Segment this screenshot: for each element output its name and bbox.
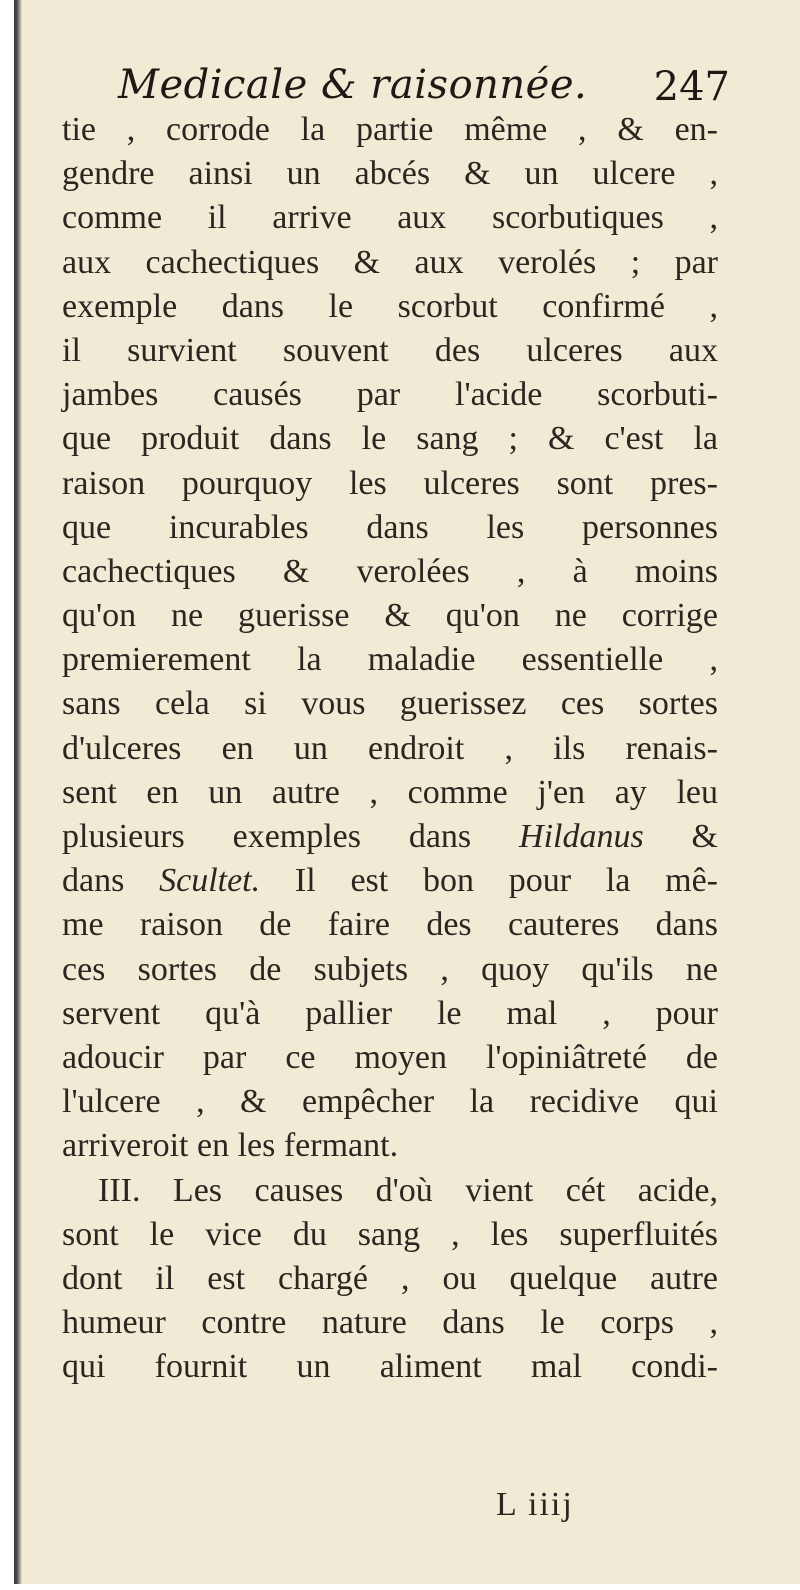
text-line: tie , corrode la partie même , & en- (62, 111, 718, 148)
text-line: il survient souvent des ulceres aux (62, 331, 718, 369)
text-line: exemple dans le scorbut confirmé , (62, 287, 718, 325)
text-line: dont il est chargé , ou quelque autre (62, 1259, 718, 1297)
text-line: aux cachectiques & aux verolés ; par (62, 243, 718, 281)
signature-mark: L iiij (496, 1486, 574, 1523)
text-line: premierement la maladie essentielle , (62, 641, 718, 679)
text-segment: plusieurs exemples dans (62, 818, 472, 855)
text-line (62, 859, 718, 903)
text-line: ces sortes de subjets , quoy qu'ils ne (62, 950, 718, 988)
text-segment: & (643, 818, 718, 855)
text-line: humeur contre nature dans le corps , (62, 1304, 718, 1342)
page-number: 247 (653, 64, 730, 110)
text-line: arriveroit en les fermant. (62, 1127, 399, 1165)
text-line: que produit dans le sang ; & c'est la (62, 420, 718, 458)
text-line: me raison de faire des cauteres dans (62, 906, 718, 944)
text-line: raison pourquoy les ulceres sont pres- (62, 464, 718, 502)
text-line: servent qu'à pallier le mal , pour (62, 994, 718, 1032)
text-line: qui fournit un aliment mal condi- (62, 1348, 718, 1386)
body-text (62, 108, 718, 1389)
text-line (62, 815, 718, 859)
text-line: cachectiques & verolées , à moins (62, 552, 718, 590)
text-line: d'ulceres en un endroit , ils renais- (62, 729, 718, 767)
text-line: sans cela si vous guerissez ces sortes (62, 685, 718, 723)
page-binding-edge (0, 0, 22, 1590)
text-line: que incurables dans les personnes (62, 508, 718, 546)
text-line: qu'on ne guerisse & qu'on ne corrige (62, 597, 718, 635)
text-line: gendre ainsi un abcés & un ulcere , (62, 155, 718, 193)
page-bottom-edge (0, 1584, 800, 1590)
text-line: comme il arrive aux scorbutiques , (62, 199, 718, 237)
text-line: adoucir par ce moyen l'opiniâtreté de (62, 1038, 718, 1076)
cited-author: Hildanus (519, 818, 644, 855)
cited-author: Scultet. (159, 862, 261, 900)
text-segment: dans (62, 862, 125, 900)
running-title: Medicale & raisonnée. (118, 62, 588, 108)
text-line: jambes causés par l'acide scorbuti- (62, 376, 718, 414)
text-line: sent en un autre , comme j'en ay leu (62, 773, 718, 811)
text-segment: Il est bon pour la mê- (260, 862, 719, 900)
text-line: III. Les causes d'où vient cét acide, (98, 1171, 718, 1209)
text-line: sont le vice du sang , les superfluités (62, 1215, 718, 1253)
text-line: l'ulcere , & empêcher la recidive qui (62, 1083, 718, 1121)
